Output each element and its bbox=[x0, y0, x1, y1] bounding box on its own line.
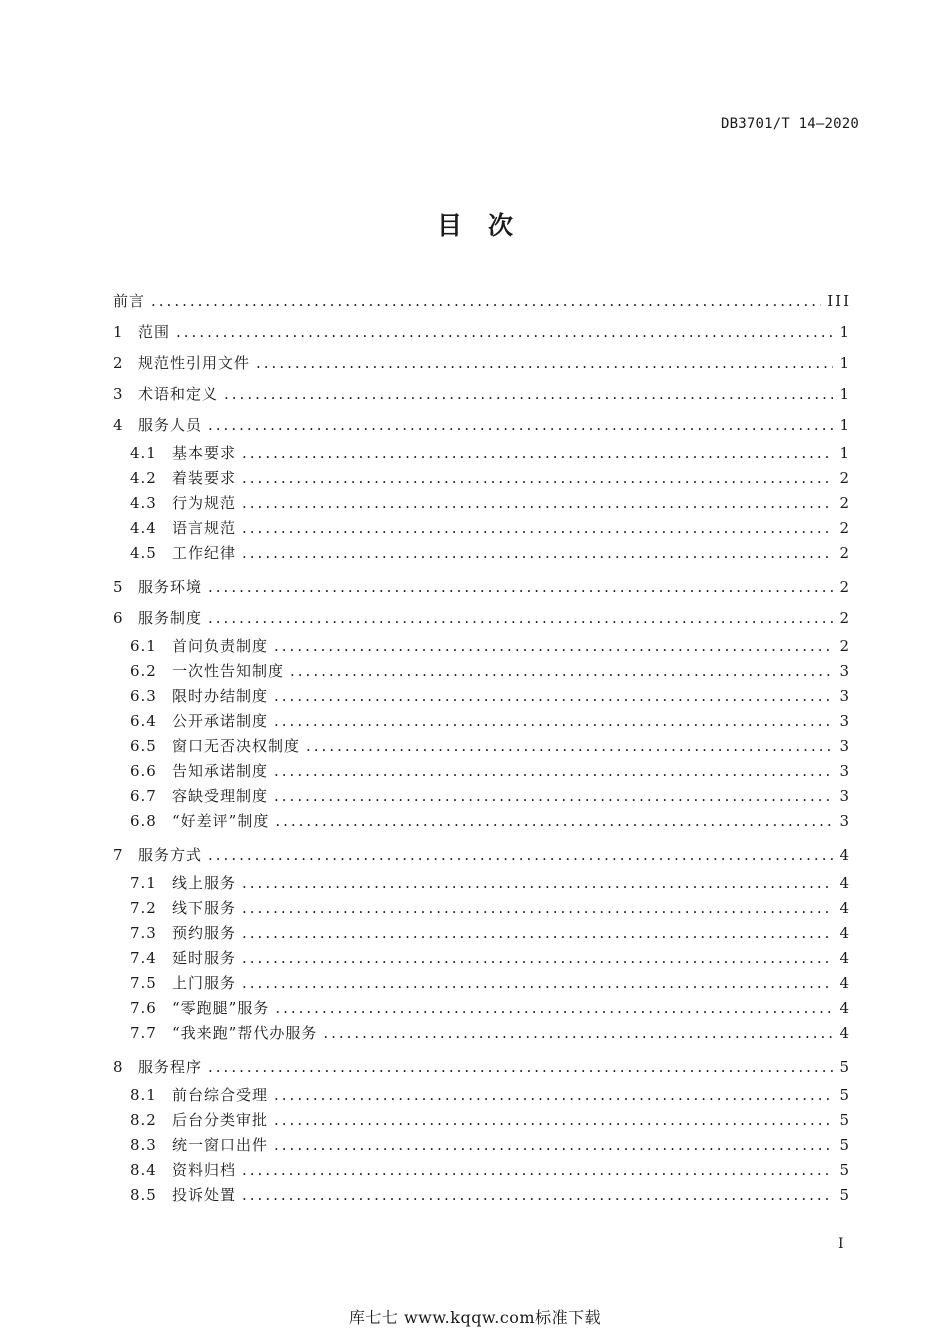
toc-entry[interactable] bbox=[113, 896, 851, 921]
toc-entry-label: 投诉处置 bbox=[172, 1186, 237, 1204]
toc-leader-dots bbox=[274, 709, 833, 734]
toc-entry-number: 4.4 bbox=[130, 519, 157, 537]
toc-leader-dots bbox=[274, 1133, 833, 1158]
toc-entry-label: “我来跑”帮代办服务 bbox=[172, 1024, 318, 1042]
table-of-contents bbox=[113, 286, 851, 1208]
toc-entry-page: 3 bbox=[839, 662, 851, 680]
toc-entry-label: 线下服务 bbox=[172, 899, 237, 917]
toc-entry-page: 2 bbox=[839, 578, 851, 596]
toc-leader-dots bbox=[208, 410, 833, 441]
toc-leader-dots bbox=[242, 441, 833, 466]
toc-entry-number: 8.5 bbox=[130, 1186, 157, 1204]
toc-entry-number: 7.6 bbox=[130, 999, 157, 1017]
toc-entry-page: 1 bbox=[839, 385, 851, 403]
toc-entry-label: 后台分类审批 bbox=[172, 1111, 269, 1129]
page-number: I bbox=[838, 1236, 844, 1252]
toc-entry[interactable] bbox=[113, 871, 851, 896]
toc-leader-dots bbox=[274, 634, 833, 659]
toc-entry-number: 6 bbox=[113, 609, 123, 627]
toc-entry[interactable] bbox=[113, 1021, 851, 1046]
toc-entry[interactable] bbox=[113, 946, 851, 971]
toc-entry[interactable] bbox=[113, 441, 851, 466]
toc-entry-number: 7.5 bbox=[130, 974, 157, 992]
toc-entry-number: 7.3 bbox=[130, 924, 157, 942]
toc-entry-page: 1 bbox=[839, 416, 851, 434]
toc-entry-number: 4.1 bbox=[130, 444, 157, 462]
toc-entry-page: 5 bbox=[839, 1136, 851, 1154]
toc-entry-label: 服务环境 bbox=[138, 578, 203, 596]
toc-entry-number: 8 bbox=[113, 1058, 123, 1076]
toc-entry-number: 7.7 bbox=[130, 1024, 157, 1042]
toc-entry-label: 预约服务 bbox=[172, 924, 237, 942]
toc-entry[interactable] bbox=[113, 809, 851, 834]
toc-leader-dots bbox=[274, 759, 833, 784]
toc-entry-label: 规范性引用文件 bbox=[138, 354, 251, 372]
toc-entry[interactable] bbox=[113, 840, 851, 871]
toc-entry-number: 7.4 bbox=[130, 949, 157, 967]
toc-leader-dots bbox=[208, 603, 833, 634]
toc-leader-dots bbox=[242, 896, 833, 921]
toc-entry-page: 3 bbox=[839, 687, 851, 705]
toc-entry-page: 5 bbox=[839, 1186, 851, 1204]
toc-entry-page: 4 bbox=[839, 1024, 851, 1042]
toc-entry-page: 4 bbox=[839, 924, 851, 942]
toc-entry[interactable] bbox=[113, 379, 851, 410]
toc-entry-page: 3 bbox=[839, 787, 851, 805]
toc-entry-label: 首问负责制度 bbox=[172, 637, 269, 655]
toc-entry-label: 限时办结制度 bbox=[172, 687, 269, 705]
toc-leader-dots bbox=[208, 840, 833, 871]
toc-entry-page: 5 bbox=[839, 1086, 851, 1104]
toc-entry-number: 7.2 bbox=[130, 899, 157, 917]
toc-leader-dots bbox=[290, 659, 833, 684]
toc-leader-dots bbox=[176, 317, 833, 348]
toc-entry[interactable] bbox=[113, 996, 851, 1021]
toc-leader-dots bbox=[151, 286, 821, 317]
toc-entry-number: 6.6 bbox=[130, 762, 157, 780]
toc-entry-page: 2 bbox=[839, 494, 851, 512]
toc-entry-label: 容缺受理制度 bbox=[172, 787, 269, 805]
toc-entry[interactable] bbox=[113, 971, 851, 996]
toc-entry-page: 5 bbox=[839, 1161, 851, 1179]
toc-entry[interactable] bbox=[113, 317, 851, 348]
toc-entry-page: 5 bbox=[839, 1058, 851, 1076]
toc-leader-dots bbox=[306, 734, 833, 759]
toc-entry-number: 8.4 bbox=[130, 1161, 157, 1179]
toc-leader-dots bbox=[242, 971, 833, 996]
toc-entry-label: 上门服务 bbox=[172, 974, 237, 992]
toc-entry-page: 5 bbox=[839, 1111, 851, 1129]
toc-entry-number: 5 bbox=[113, 578, 123, 596]
toc-entry[interactable] bbox=[113, 634, 851, 659]
toc-entry-label: 服务制度 bbox=[138, 609, 203, 627]
toc-entry[interactable] bbox=[113, 1052, 851, 1083]
toc-leader-dots bbox=[208, 1052, 833, 1083]
toc-entry-label: 线上服务 bbox=[172, 874, 237, 892]
toc-leader-dots bbox=[242, 1158, 833, 1183]
toc-entry-label: 语言规范 bbox=[172, 519, 237, 537]
toc-leader-dots bbox=[323, 1021, 833, 1046]
toc-leader-dots bbox=[242, 516, 833, 541]
toc-entry[interactable] bbox=[113, 759, 851, 784]
toc-entry-page: 4 bbox=[839, 999, 851, 1017]
toc-entry-page: 3 bbox=[839, 762, 851, 780]
toc-entry-number: 4 bbox=[113, 416, 123, 434]
toc-entry[interactable] bbox=[113, 784, 851, 809]
toc-leader-dots bbox=[224, 379, 833, 410]
toc-entry-number: 6.2 bbox=[130, 662, 157, 680]
toc-entry-label: 延时服务 bbox=[172, 949, 237, 967]
toc-leader-dots bbox=[242, 491, 833, 516]
toc-entry[interactable] bbox=[113, 684, 851, 709]
toc-entry[interactable] bbox=[113, 1108, 851, 1133]
toc-title: 目次 bbox=[436, 211, 539, 240]
toc-entry-page: 4 bbox=[839, 974, 851, 992]
toc-entry[interactable] bbox=[113, 734, 851, 759]
toc-entry-page: 3 bbox=[839, 812, 851, 830]
toc-entry-label: 前言 bbox=[113, 292, 146, 310]
toc-entry-number: 2 bbox=[113, 354, 123, 372]
toc-entry-label: 范围 bbox=[138, 323, 171, 341]
toc-entry-page: 3 bbox=[839, 712, 851, 730]
toc-entry-number: 4.5 bbox=[130, 544, 157, 562]
toc-entry[interactable] bbox=[113, 286, 851, 317]
toc-leader-dots bbox=[242, 1183, 833, 1208]
toc-entry[interactable] bbox=[113, 1183, 851, 1208]
toc-entry[interactable] bbox=[113, 603, 851, 634]
toc-entry-label: 告知承诺制度 bbox=[172, 762, 269, 780]
toc-entry-label: 服务程序 bbox=[138, 1058, 203, 1076]
toc-entry[interactable] bbox=[113, 466, 851, 491]
toc-entry-label: 统一窗口出件 bbox=[172, 1136, 269, 1154]
toc-entry-number: 8.3 bbox=[130, 1136, 157, 1154]
toc-entry-page: 4 bbox=[839, 899, 851, 917]
toc-leader-dots bbox=[242, 466, 833, 491]
toc-entry[interactable] bbox=[113, 572, 851, 603]
toc-entry-number: 6.3 bbox=[130, 687, 157, 705]
toc-entry-label: 窗口无否决权制度 bbox=[172, 737, 301, 755]
toc-entry-page: 2 bbox=[839, 609, 851, 627]
toc-entry[interactable] bbox=[113, 921, 851, 946]
toc-entry-number: 6.5 bbox=[130, 737, 157, 755]
toc-entry-page: 1 bbox=[839, 444, 851, 462]
toc-entry-label: 行为规范 bbox=[172, 494, 237, 512]
toc-entry[interactable] bbox=[113, 659, 851, 684]
toc-entry[interactable] bbox=[113, 1133, 851, 1158]
toc-leader-dots bbox=[274, 784, 833, 809]
toc-entry-page: III bbox=[827, 292, 851, 310]
toc-leader-dots bbox=[274, 1083, 833, 1108]
toc-entry-page: 4 bbox=[839, 846, 851, 864]
toc-entry-label: 服务人员 bbox=[138, 416, 203, 434]
toc-entry[interactable] bbox=[113, 348, 851, 379]
toc-entry[interactable] bbox=[113, 709, 851, 734]
toc-entry-label: 公开承诺制度 bbox=[172, 712, 269, 730]
toc-entry-label: 前台综合受理 bbox=[172, 1086, 269, 1104]
toc-entry-number: 8.1 bbox=[130, 1086, 157, 1104]
toc-entry-label: 一次性告知制度 bbox=[172, 662, 285, 680]
toc-leader-dots bbox=[242, 921, 833, 946]
toc-entry-label: 工作纪律 bbox=[172, 544, 237, 562]
toc-entry-number: 6.4 bbox=[130, 712, 157, 730]
toc-entry-page: 1 bbox=[839, 354, 851, 372]
toc-entry[interactable] bbox=[113, 410, 851, 441]
toc-entry[interactable] bbox=[113, 1083, 851, 1108]
toc-leader-dots bbox=[274, 1108, 833, 1133]
toc-leader-dots bbox=[275, 996, 833, 1021]
toc-entry-label: 资料归档 bbox=[172, 1161, 237, 1179]
toc-leader-dots bbox=[242, 871, 833, 896]
toc-entry-number: 6.7 bbox=[130, 787, 157, 805]
toc-entry-number: 6.8 bbox=[130, 812, 157, 830]
toc-entry-label: 着装要求 bbox=[172, 469, 237, 487]
toc-leader-dots bbox=[275, 809, 833, 834]
toc-entry-page: 1 bbox=[839, 323, 851, 341]
toc-entry[interactable] bbox=[113, 1158, 851, 1183]
toc-entry-number: 1 bbox=[113, 323, 123, 341]
toc-entry[interactable] bbox=[113, 491, 851, 516]
toc-entry-number: 7 bbox=[113, 846, 123, 864]
toc-entry-label: 术语和定义 bbox=[138, 385, 219, 403]
toc-entry-page: 2 bbox=[839, 544, 851, 562]
toc-entry-label: 服务方式 bbox=[138, 846, 203, 864]
toc-entry[interactable] bbox=[113, 516, 851, 541]
toc-entry-page: 4 bbox=[839, 949, 851, 967]
toc-leader-dots bbox=[256, 348, 833, 379]
toc-entry-page: 2 bbox=[839, 469, 851, 487]
toc-leader-dots bbox=[208, 572, 833, 603]
toc-entry-page: 2 bbox=[839, 519, 851, 537]
toc-entry-label: “零跑腿”服务 bbox=[172, 999, 270, 1017]
toc-entry-page: 4 bbox=[839, 874, 851, 892]
toc-entry-label: “好差评”制度 bbox=[172, 812, 270, 830]
toc-entry-number: 3 bbox=[113, 385, 123, 403]
toc-entry-number: 8.2 bbox=[130, 1111, 157, 1129]
toc-entry-number: 4.3 bbox=[130, 494, 157, 512]
toc-leader-dots bbox=[242, 541, 833, 566]
toc-entry-number: 6.1 bbox=[130, 637, 157, 655]
toc-leader-dots bbox=[274, 684, 833, 709]
toc-entry-number: 4.2 bbox=[130, 469, 157, 487]
toc-leader-dots bbox=[242, 946, 833, 971]
toc-entry[interactable] bbox=[113, 541, 851, 566]
standard-code: DB3701/T 14—2020 bbox=[720, 116, 859, 132]
toc-entry-label: 基本要求 bbox=[172, 444, 237, 462]
toc-entry-number: 7.1 bbox=[130, 874, 157, 892]
watermark: 库七七 www.kqqw.com标准下载 bbox=[348, 1308, 602, 1327]
toc-entry-page: 3 bbox=[839, 737, 851, 755]
toc-entry-page: 2 bbox=[839, 637, 851, 655]
